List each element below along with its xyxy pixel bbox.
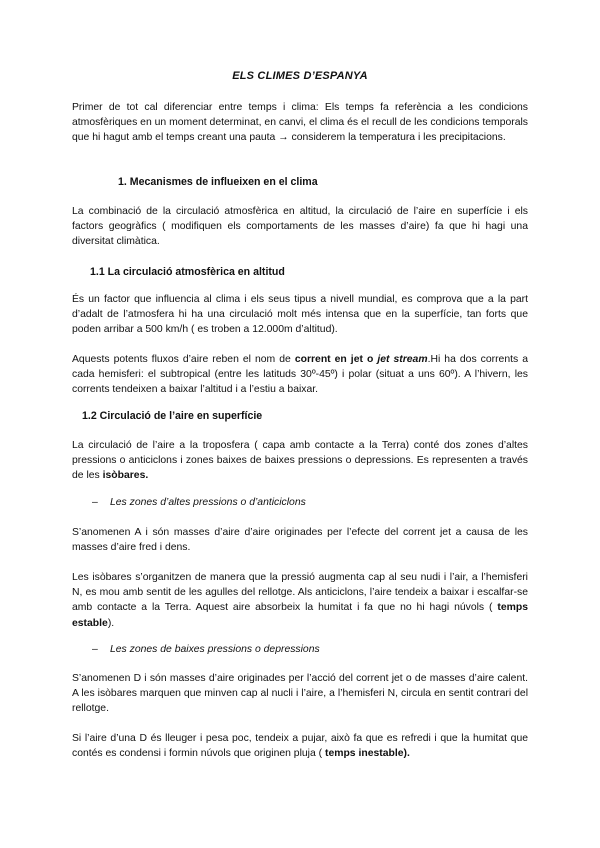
intro-paragraph: Primer de tot cal diferenciar entre temps i clima: Els temps fa referència a les condicions atmosfèriques en un moment determinat, en canvi, el clima és el recull de les condicions temporals que hi hagut amb el temps creant una pauta → considerem la temperatura i les precipitacions. xyxy=(72,102,528,144)
bold-term-temps-inestable: temps inestable). xyxy=(324,748,410,760)
text-run: ). xyxy=(107,617,115,629)
document-title: ELS CLIMES D’ESPANYA xyxy=(232,70,368,82)
section-1-2-paragraph-1 xyxy=(72,438,528,484)
section-1-heading: 1. Mecanismes de influeixen en el clima xyxy=(118,176,318,188)
text-run: La circulació de l’aire a la troposfera ( capa amb contacte a la Terra) conté dos zones d’altes pressions o anticiclons i zones baixes de baixes pressions o depressions. Es representen a través de les xyxy=(72,440,528,482)
section-1-2-paragraph-2: S’anomenen A i són masses d’aire d’aire originades per l’efecte del corrent jet a causa de les masses d’aire fred i dens. xyxy=(72,527,528,554)
section-1-1-heading: 1.1 La circulació atmosfèrica en altitud xyxy=(90,266,285,278)
text-run: .Hi ha dos corrents a cada hemisferi: el subtropical (entre les latituds 30º-45º) i polar (situat a uns 60º). A l’hivern, les corrents tendeixen a baixar l’altitud i a l’estiu a baixar. xyxy=(72,354,529,396)
section-1-2-paragraph-4: S’anomenen D i són masses d’aire originades per l’acció del corrent jet o de masses d’aire calent. A les isòbares marquen que minven cap al nucli i l’aire, a l’hemisferi N, circula en sentit contrari del rellotge. xyxy=(72,673,528,715)
bullet-label: Les zones de baixes pressions o depressions xyxy=(110,644,320,655)
section-1-2-paragraph-3 xyxy=(72,570,528,631)
bold-term-corrent-en-jet: corrent en jet o xyxy=(294,354,378,365)
section-1-2-paragraph-5 xyxy=(72,731,528,761)
bold-term-isobares: isòbares. xyxy=(102,470,149,482)
text-run: Si l’aire d’una D és lleuger i pesa poc, tendeix a pujar, això fa que es refredi i que la humitat que contés es condensi i formin núvols que originen pluja ( xyxy=(72,733,528,760)
bullet-item-depressions xyxy=(92,644,320,655)
bullet-label: Les zones d’altes pressions o d’anticiclons xyxy=(110,497,306,508)
section-1-1-paragraph-1: És un factor que influencia al clima i els seus tipus a nivell mundial, es comprova que a la part d’adalt de l’atmosfera hi ha una circulació molt més intensa que en la superfície, tan forts que poden arribar a 500 km/h ( es troben a 12.000m d’altitud). xyxy=(72,294,528,336)
section-1-2-heading: 1.2 Circulació de l’aire en superfície xyxy=(82,410,263,422)
section-1-paragraph: La combinació de la circulació atmosfèrica en altitud, la circulació de l’aire en superfície i els factors geogràfics ( modifiquen els comportaments de les masses d’aire) fa que hi hagi una diversitat climàtica. xyxy=(72,206,528,248)
text-run: Aquests potents fluxos d’aire reben el nom de xyxy=(72,354,295,365)
section-1-1-paragraph-2 xyxy=(72,352,528,398)
bullet-dash: – xyxy=(92,644,98,655)
text-run: Les isòbares s’organitzen de manera que la pressió augmenta cap al seu nudi i l’air, a l’hemisferi N, es mou amb sentit de les agulles del rellotge. Als anticiclons, l’aire tendeix a baixar i escalfar-se amb contacte a la Terra. Aquest aire absorbeix la humitat i fa que no hi hagi núvols ( xyxy=(72,572,528,614)
bold-term-jet-stream: jet stream xyxy=(377,354,428,365)
bold-term-temps-estable: temps estable xyxy=(72,602,528,629)
bullet-dash: – xyxy=(92,497,98,508)
bullet-item-anticyclones xyxy=(92,497,306,508)
